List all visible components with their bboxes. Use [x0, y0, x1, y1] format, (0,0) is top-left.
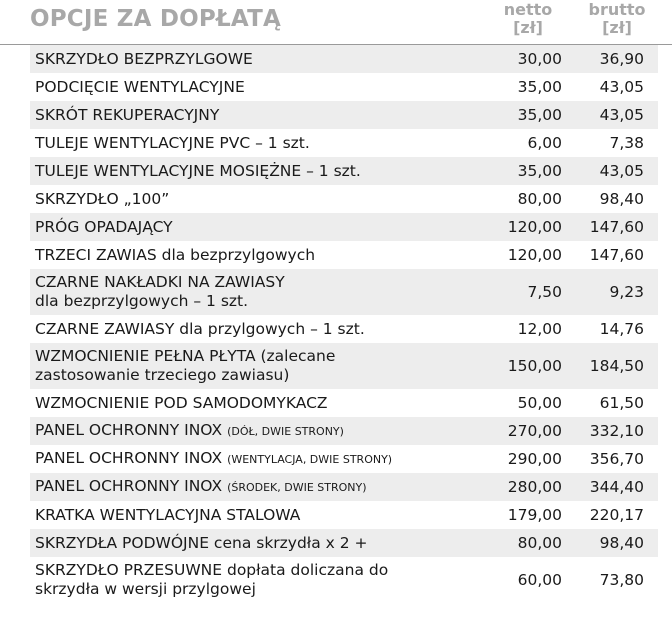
- option-name: [30, 417, 490, 445]
- option-name: [30, 129, 490, 157]
- option-name: [30, 269, 490, 315]
- option-label: SKRZYDŁO BEZPRZYLGOWE: [35, 49, 253, 68]
- netto-column-header: [492, 1, 564, 37]
- netto-price: 35,00: [490, 157, 567, 185]
- netto-price: 290,00: [507, 449, 562, 468]
- table-row: [30, 73, 658, 101]
- option-label-line2: dla bezprzylgowych – 1 szt.: [35, 292, 249, 310]
- table-row: [30, 315, 658, 343]
- netto-price: 80,00: [517, 189, 562, 208]
- netto-price: 12,00: [517, 319, 562, 338]
- brutto-price: 14,76: [599, 319, 644, 338]
- netto-price: 120,00: [490, 213, 567, 241]
- price-table-body: [30, 45, 658, 603]
- option-label: CZARNE ZAWIASY dla przylgowych – 1 szt.: [35, 319, 365, 338]
- table-row: [30, 343, 658, 389]
- table-row: [30, 101, 658, 129]
- option-name: [30, 529, 490, 557]
- netto-price: 60,00: [517, 570, 562, 589]
- option-label-line2: skrzydła w wersji przylgowej: [35, 580, 256, 598]
- brutto-price: 184,50: [567, 343, 658, 389]
- netto-price: 35,00: [490, 101, 567, 129]
- brutto-column-header: [574, 1, 660, 37]
- option-name: [30, 445, 490, 473]
- netto-price: 50,00: [517, 393, 562, 412]
- brutto-price: 356,70: [589, 449, 644, 468]
- option-label: PRÓG OPADAJĄCY: [35, 217, 173, 236]
- option-name: [30, 213, 490, 241]
- option-name: [30, 73, 490, 101]
- option-label: PANEL OCHRONNY INOX: [35, 421, 228, 439]
- brutto-price: 147,60: [589, 245, 644, 264]
- option-name: [30, 241, 490, 269]
- option-label: PODCIĘCIE WENTYLACYJNE: [35, 77, 245, 96]
- option-label: CZARNE NAKŁADKI NA ZAWIASY: [35, 273, 285, 291]
- page-title: OPCJE ZA DOPŁATĄ: [30, 6, 282, 32]
- table-row: [30, 213, 658, 241]
- table-row: [30, 45, 658, 73]
- brutto-price: 98,40: [567, 529, 658, 557]
- netto-price: 179,00: [507, 505, 562, 524]
- table-row: [30, 269, 658, 315]
- option-name: [30, 473, 490, 501]
- netto-price: 80,00: [490, 529, 567, 557]
- brutto-price: 98,40: [599, 189, 644, 208]
- option-name: [30, 389, 490, 417]
- table-row: [30, 473, 658, 501]
- table-row: [30, 501, 658, 529]
- table-row: [30, 157, 658, 185]
- table-row: [30, 389, 658, 417]
- option-name: [30, 343, 490, 389]
- netto-price: 7,50: [490, 269, 567, 315]
- option-label: SKRZYDŁO PRZESUWNE dopłata doliczana do: [35, 561, 389, 579]
- option-name: [30, 45, 490, 73]
- option-name: [30, 185, 490, 213]
- option-label: WZMOCNIENIE POD SAMODOMYKACZ: [35, 393, 328, 412]
- option-name: [30, 157, 490, 185]
- table-row: [30, 557, 658, 603]
- option-label: SKRZYDŁA PODWÓJNE cena skrzydła x 2 +: [35, 533, 368, 552]
- brutto-price: 9,23: [567, 269, 658, 315]
- brutto-price: 73,80: [599, 570, 644, 589]
- option-label: TULEJE WENTYLACYJNE PVC – 1 szt.: [35, 133, 310, 152]
- netto-price: 120,00: [507, 245, 562, 264]
- table-row: [30, 185, 658, 213]
- brutto-price: 344,40: [567, 473, 658, 501]
- netto-price: 280,00: [490, 473, 567, 501]
- brutto-price: 43,05: [567, 101, 658, 129]
- table-row: [30, 417, 658, 445]
- option-label: PANEL OCHRONNY INOX: [35, 449, 228, 467]
- option-note: (DÓŁ, DWIE STRONY): [227, 425, 344, 438]
- netto-label: netto: [503, 0, 553, 19]
- netto-price: 270,00: [490, 417, 567, 445]
- option-name: [30, 557, 490, 603]
- brutto-price: 43,05: [567, 157, 658, 185]
- brutto-price: 220,17: [589, 505, 644, 524]
- netto-price: 30,00: [490, 45, 567, 73]
- netto-unit: [zł]: [513, 18, 543, 37]
- brutto-unit: [zł]: [602, 18, 632, 37]
- option-name: [30, 101, 490, 129]
- option-label-line2: zastosowanie trzeciego zawiasu): [35, 366, 290, 384]
- option-label: TRZECI ZAWIAS dla bezprzylgowych: [35, 245, 316, 264]
- netto-price: 150,00: [490, 343, 567, 389]
- option-label: TULEJE WENTYLACYJNE MOSIĘŻNE – 1 szt.: [35, 161, 361, 180]
- netto-price: 35,00: [517, 77, 562, 96]
- brutto-price: 147,60: [567, 213, 658, 241]
- brutto-price: 43,05: [599, 77, 644, 96]
- brutto-price: 36,90: [567, 45, 658, 73]
- table-header: [0, 0, 672, 45]
- brutto-price: 61,50: [599, 393, 644, 412]
- option-name: [30, 501, 490, 529]
- option-label: KRATKA WENTYLACYJNA STALOWA: [35, 505, 301, 524]
- option-note: (WENTYLACJA, DWIE STRONY): [227, 453, 393, 466]
- table-row: [30, 129, 658, 157]
- table-row: [30, 529, 658, 557]
- option-name: [30, 315, 490, 343]
- netto-price: 6,00: [527, 133, 562, 152]
- option-label: WZMOCNIENIE PEŁNA PŁYTA (zalecane: [35, 347, 336, 365]
- brutto-price: 7,38: [609, 133, 644, 152]
- option-note: (ŚRODEK, DWIE STRONY): [227, 481, 367, 494]
- table-row: [30, 241, 658, 269]
- option-label: SKRZYDŁO „100”: [35, 189, 170, 208]
- option-label: PANEL OCHRONNY INOX: [35, 477, 228, 495]
- price-table: [30, 45, 658, 603]
- brutto-price: 332,10: [567, 417, 658, 445]
- brutto-label: brutto: [588, 0, 646, 19]
- option-label: SKRÓT REKUPERACYJNY: [35, 105, 220, 124]
- table-row: [30, 445, 658, 473]
